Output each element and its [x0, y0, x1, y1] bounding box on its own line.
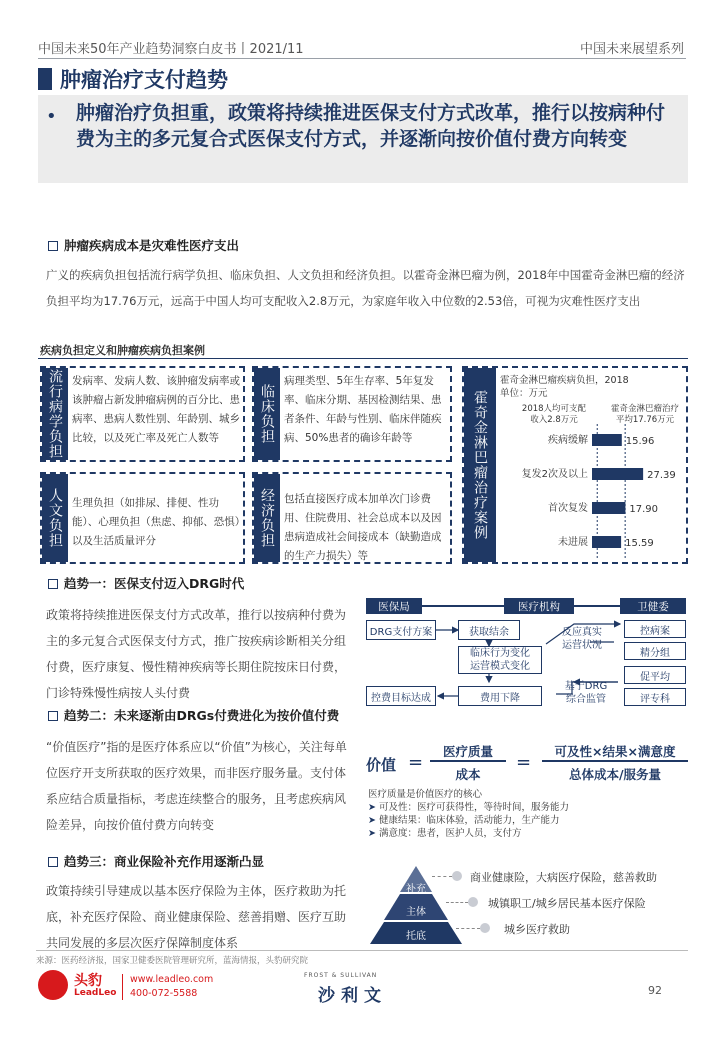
data-label: 17.90: [629, 504, 659, 515]
fine-grouping-box: 精分组: [624, 642, 686, 660]
brand-site: www.leadleo.com: [130, 974, 214, 985]
chart-title: 霍奇金淋巴瘤疾病负担，2018 单位：万元: [500, 375, 629, 399]
fraction-line-1: [430, 760, 506, 762]
clinical-text: 病理类型、5年生存率、5年复发率、临床分期、基因检测结果、患者条件、年龄与性别、临床伴随疾病、50%患者的确诊年龄等: [284, 375, 442, 444]
case-label: 霍奇金淋巴瘤治疗案例: [464, 368, 496, 562]
hdr-line-2: [574, 605, 620, 607]
partner-logo: 沙利文: [318, 986, 387, 1006]
bullet-accessibility: ➤ 可及性：医疗可获得性，等待时间，服务能力: [368, 802, 569, 813]
fraction-line-2: [542, 760, 688, 762]
leadleo-logo-icon: [38, 970, 68, 1000]
data-label: 27.39: [647, 470, 676, 481]
title-marker: [38, 68, 52, 90]
ref-left-label: 2018人均可支配收入2.8万元: [521, 404, 587, 425]
bullet-outcomes: ➤ 健康结果：临床体验，活动能力，生产能力: [368, 815, 560, 826]
clinical-label: 临床负担: [254, 368, 280, 460]
summary-text: 肿瘤治疗负担重，政策将持续推进医保支付方式改革，推行以按病种付费为主的多元复合式医保支付方式，并逐渐向按价值付费方向转变: [76, 102, 666, 150]
value-term: 价值: [366, 756, 397, 774]
leader-dot-1: [452, 871, 462, 881]
bar: [592, 536, 621, 548]
checkbox-icon: [48, 711, 58, 721]
category-label: 未进展: [558, 537, 588, 548]
pyramid-top: 补充: [406, 884, 426, 895]
brand-en: LeadLeo: [74, 988, 117, 998]
cost-denominator: 成本: [455, 767, 481, 782]
trend3-body: 政策持续引导建成以基本医疗保险为主体，医疗救助为托底，补充医疗保险、商业健康保险、慈善捐赠、医疗互助共同发展的多层次医疗保障制度体系: [46, 884, 347, 950]
col-medical-insurance: 医保局: [366, 598, 422, 614]
trend1-body: 政策将持续推进医保支付方式改革，推行以按病种付费为主的多元复合式医保支付方式，推广按疾病诊断相关分组付费，医疗康复、慢性精神疾病等长期住院按床日付费，门诊特殊慢性病按人头付费: [46, 608, 347, 700]
humanistic-text: 生理负担（如排尿、排便、性功能）、心理负担（焦虑、抑郁、恐惧）以及生活质量评分: [72, 497, 240, 547]
section1-heading: 肿瘤疾病成本是灾难性医疗支出: [48, 236, 239, 254]
section1-body: 广义的疾病负担包括流行病学负担、临床负担、人文负担和经济负担。以霍奇金淋巴瘤为例，2018年中国霍奇金淋巴瘤的经济负担平均为17.76万元，远高于中国人均可支配收入2.8万元，为家庭年收入中位数的2.53倍，可视为灾难性医疗支出: [46, 268, 685, 308]
base-layer-text: 城乡医疗救助: [504, 923, 570, 936]
page-number: 92: [648, 984, 662, 997]
epidemiology-label: 流行病学负担: [42, 368, 68, 460]
trend2-heading: 趋势二：未来逐渐由DRGs付费进化为按价值付费: [48, 706, 339, 724]
trend1-heading: 趋势一：医保支付迈入DRG时代: [48, 574, 244, 592]
surplus-box: 获取结余: [458, 620, 520, 640]
leader-line-2: [446, 902, 468, 903]
category-label: 首次复发: [548, 503, 588, 514]
humanistic-label: 人文负担: [42, 474, 68, 562]
header-right: 中国未来展望系列: [579, 42, 684, 57]
cost-down-box: 费用下降: [458, 686, 542, 706]
category-label: 疾病缓解: [548, 435, 588, 446]
trend3-heading: 趋势三：商业保险补充作用逐渐凸显: [48, 852, 264, 870]
col-medical-institution: 医疗机构: [504, 598, 574, 614]
data-label: 15.96: [625, 436, 655, 447]
brand-name: 头豹: [74, 973, 102, 989]
supplement-layer-text: 商业健康险，大病医疗保险，慈善救助: [470, 871, 657, 884]
economic-label: 经济负担: [254, 474, 280, 562]
quality-core-note: 医疗质量是价值医疗的核心: [368, 789, 483, 800]
behavior-change-box: 临床行为变化 运营模式变化: [458, 646, 542, 674]
brand-divider: [122, 974, 123, 1000]
main-layer-text: 城镇职工/城乡居民基本医疗保险: [488, 897, 646, 910]
footer-divider: [36, 950, 688, 951]
page-title: 肿瘤治疗支付趋势: [60, 68, 228, 92]
bar: [592, 468, 643, 480]
checkbox-icon: [48, 579, 58, 589]
burden-panel-title: 疾病负担定义和肿瘤疾病负担案例: [40, 344, 205, 357]
bar-chart: [496, 424, 686, 564]
panel-divider: [38, 358, 688, 359]
leader-line-3: [456, 928, 480, 929]
leader-dot-2: [468, 897, 478, 907]
leader-dot-3: [480, 923, 490, 933]
epidemiology-text: 发病率、发病人数、该肿瘤发病率或该肿瘤占新发肿瘤病例的百分比、患病率、患病人数性别、年龄别、城乡比较，以及死亡率及死亡人数等: [72, 375, 240, 444]
promote-average-box: 促平均: [624, 666, 686, 684]
control-records-box: 控病案: [624, 620, 686, 638]
trend2-body: “价值医疗”指的是医疗体系应以“价值”为核心，关注每单位医疗开支所获取的医疗效果，而非医疗服务量。支付体系应结合质量指标，考虑连续整合的服务，且考虑疾病风险差异，向按价值付费方向转变: [46, 740, 347, 832]
bullet-satisfaction: ➤ 满意度：患者，医护人员，支付方: [368, 828, 522, 839]
bullet-dot: •: [46, 106, 57, 127]
data-label: 15.59: [625, 538, 654, 549]
checkbox-icon: [48, 241, 58, 251]
bar: [592, 434, 622, 446]
quality-numerator: 医疗质量: [442, 744, 493, 759]
partner-small: FROST & SULLIVAN: [304, 972, 378, 979]
ref-right-label: 霍奇金淋巴瘤治疗平均17.76万元: [610, 404, 679, 425]
header-divider: [38, 58, 686, 59]
arrow-icon: ➤: [368, 828, 379, 839]
pyramid-base: 托底: [406, 931, 426, 942]
drg-plan-box: DRG支付方案: [366, 620, 436, 640]
arrow-icon: ➤: [368, 802, 379, 813]
evaluate-specialty-box: 评专科: [624, 688, 686, 706]
equals-1: =: [408, 752, 424, 773]
economic-text: 包括直接医疗成本加单次门诊费用、住院费用、社会总成本以及因患病造成社会间接成本（缺勤造成的生产力损失）等: [284, 493, 442, 562]
arrow-icon: ➤: [368, 815, 379, 826]
supervision-label: 基于DRG 综合监管: [564, 681, 608, 705]
footer-source: 来源：医药经济报，国家卫健委医院管理研究所，蓝海情报，头豹研究院: [36, 956, 309, 966]
hdr-line-1: [422, 605, 504, 607]
pyramid-mid: 主体: [406, 907, 426, 918]
cost-expanded: 总体成本/服务量: [568, 767, 662, 782]
quality-expanded: 可及性×结果×满意度: [554, 744, 676, 759]
leader-line-1: [432, 876, 452, 877]
bar: [592, 502, 625, 514]
col-health-commission: 卫健委: [620, 598, 686, 614]
cost-target-box: 控费目标达成: [366, 686, 436, 706]
equals-2: =: [516, 752, 532, 773]
brand-phone: 400-072-5588: [130, 988, 198, 999]
header-left: 中国未来50年产业趋势洞察白皮书丨2021/11: [38, 42, 304, 57]
feedback-label: 反应真实 运营状况: [562, 627, 602, 651]
category-label: 复发2次及以上: [521, 469, 588, 480]
checkbox-icon: [48, 857, 58, 867]
